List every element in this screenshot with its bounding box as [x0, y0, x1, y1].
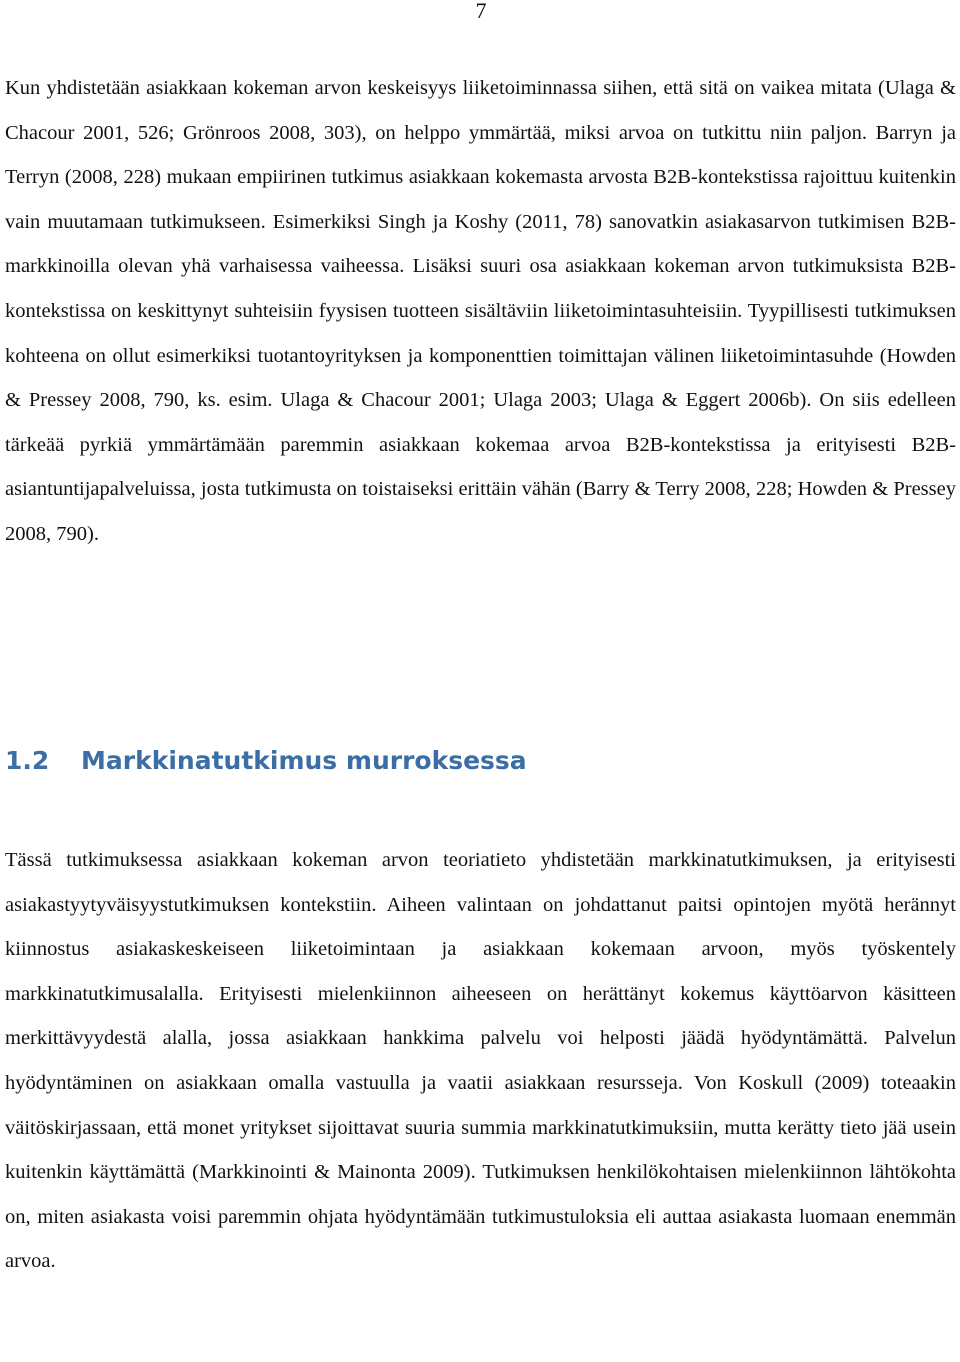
body-paragraph-1: Kun yhdistetään asiakkaan kokeman arvon keskeisyys liiketoiminnassa siihen, että sitä on vaikea mitata (Ulaga & Chacour 2001, 526; Grönroos 2008, 303), on helppo ymmärtää, miksi arvoa on tutkittu niin paljon. Barryn ja Terryn (2008, 228) mukaan empiirinen tutkimus asiakkaan kokemasta arvosta B2B-kontekstissa rajoittuu kuitenkin vain muutamaan tutkimukseen. Esimerkiksi Singh ja Koshy (2011, 78) sanovatkin asiakasarvon tutkimisen B2B-markkinoilla olevan yhä varhaisessa vaiheessa. Lisäksi suuri osa asiakkaan kokeman arvon tutkimuksista B2B-kontekstissa on keskittynyt suhteisiin fyysisen tuotteen sisältäviin liiketoimintasuhteisiin. Tyypillisesti tutkimuksen kohteena on ollut esimerkiksi tuotantoyrityksen ja komponenttien toimittajan välinen liiketoimintasuhde (Howden & Pressey 2008, 790, ks. esim. Ulaga & Chacour 2001; Ulaga 2003; Ulaga & Eggert 2006b). On siis edelleen tärkeää pyrkiä ymmärtämään paremmin asiakkaan kokemaa arvoa B2B-kontekstissa ja erityisesti B2B-asiantuntijapalveluissa, josta tutkimusta on toistaiseksi erittäin vähän (Barry & Terry 2008, 228; Howden & Pressey 2008, 790).: [5, 77, 956, 545]
body-paragraph-2: Tässä tutkimuksessa asiakkaan kokeman arvon teoriatieto yhdistetään markkinatutkimuksen, ja erityisesti asiakastyytyväisyystutkimuksen kontekstiin. Aiheen valintaan on johdattanut paitsi opintojen myötä herännyt kiinnostus asiakaskeskeiseen liiketoimintaan ja asiakkaan kokemaan arvoon, myös työskentely markkinatutkimusalalla. Erityisesti mielenkiinnon aiheeseen on herättänyt kokemus käyttöarvon käsitteen merkittävyydestä alalla, jossa asiakkaan hankkima palvelu voi helposti jäädä hyödyntämättä. Palvelun hyödyntäminen on asiakkaan omalla vastuulla ja vaatii asiakkaan resursseja. Von Koskull (2009) toteaakin väitöskirjassaan, että monet yritykset sijoittavat suuria summia markkinatutkimuksiin, mutta kerätty tieto jää usein kuitenkin käyttämättä (Markkinointi & Mainonta 2009). Tutkimuksen henkilökohtaisen mielenkiinnon lähtökohta on, miten asiakasta voisi paremmin ohjata hyödyntämään tutkimustuloksia eli auttaa asiakasta luomaan enemmän arvoa.: [5, 849, 956, 1273]
section-number: 1.2: [5, 746, 50, 775]
page-number: 7: [475, 0, 487, 23]
section-title: Markkinatutkimus murroksessa: [81, 746, 527, 775]
section-heading: [5, 738, 527, 784]
